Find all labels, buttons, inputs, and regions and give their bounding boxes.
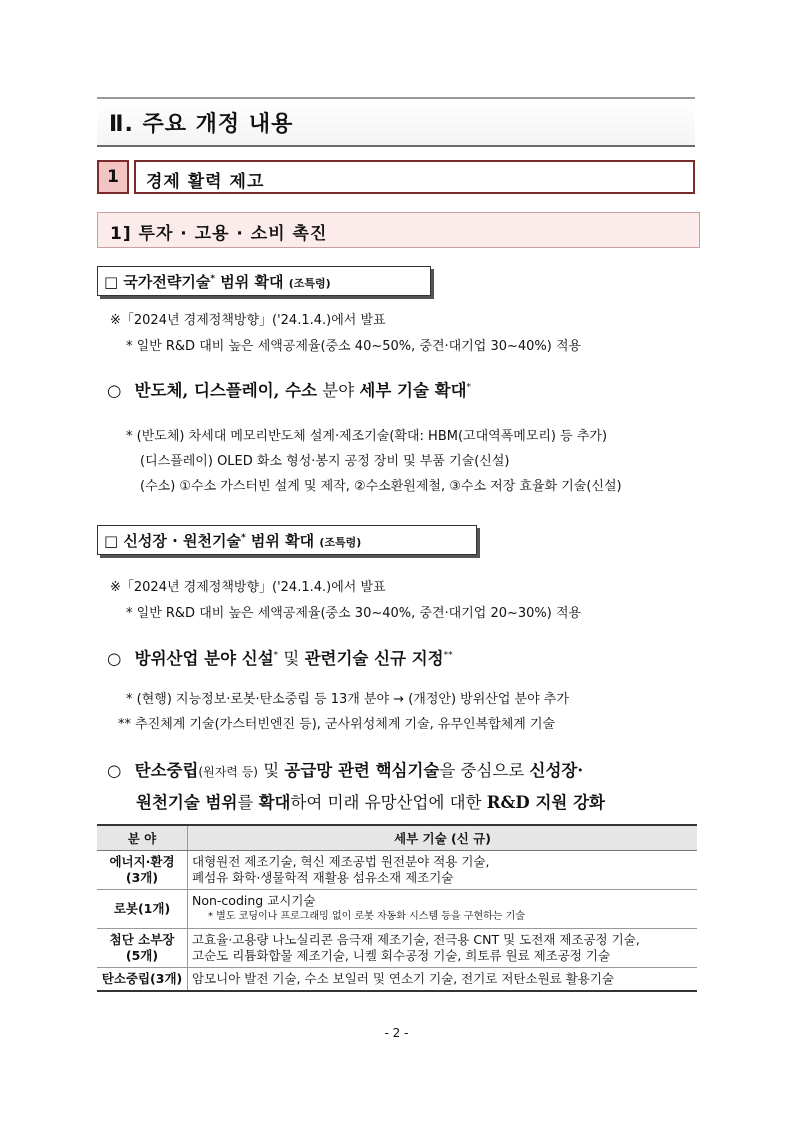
table-cell-detail (188, 890, 698, 929)
block2-bullet1-star2: ** (443, 650, 453, 661)
block1-heading-rest: 범위 확대 (215, 273, 289, 291)
subsection-title: 1] 투자 · 고용 · 소비 촉진 (110, 224, 328, 244)
block2-detail1: * (현행) 지능정보·로봇·탄소중립 등 13개 분야 → (개정안) 방위산업 분야 추가 (126, 692, 569, 707)
category-line2: (3개) (125, 870, 159, 885)
block2-heading-rest: 범위 확대 (245, 532, 320, 550)
chapter-header (97, 97, 695, 147)
table-row (97, 851, 697, 890)
table-header-row (97, 825, 697, 851)
table-cell-category (97, 890, 188, 929)
block1-heading-star: * (210, 274, 216, 284)
block2-heading (97, 525, 477, 555)
block2-bullet2-n4: 하여 미래 유망산업에 대한 (290, 793, 487, 812)
table-cell-category (97, 851, 188, 890)
block1-detail3: (수소) ①수소 가스터빈 설계 및 제작, ②수소환원제철, ③수소 저장 효율화 기술(신설) (140, 479, 622, 494)
category-line2: (5개) (125, 948, 159, 963)
block2-bullet1-star1: * (273, 650, 279, 661)
block2-bullet2-b1: 탄소중립 (134, 761, 199, 780)
page-number: - 2 - (384, 1026, 409, 1040)
table-cell-category (97, 968, 188, 992)
block2-bullet1-bold1: 방위산업 분야 신설 (134, 649, 274, 668)
block2-bullet2-b4: 원천기술 범위 (136, 793, 238, 812)
table-cell-detail (188, 968, 698, 992)
table-row (97, 929, 697, 968)
chapter-title: Ⅱ. 주요 개정 내용 (109, 112, 294, 137)
section-title-box (134, 160, 695, 194)
table-cell-detail (188, 851, 698, 890)
block1-detail2: (디스플레이) OLED 화소 형성·봉지 공정 장비 및 부품 기술(신설) (140, 454, 510, 469)
bullet-mark: ○ (107, 761, 122, 780)
block1-bullet-star: * (466, 382, 472, 393)
detail-footnote: * 별도 코딩이나 프로그래밍 없이 로봇 자동화 시스템 등을 구현하는 기술 (208, 911, 525, 922)
block2-bullet2-line1 (107, 757, 583, 781)
block2-bullet2-b5: 확대 (258, 793, 291, 812)
block2-bullet2-s1: (원자력 등) (198, 765, 258, 779)
table-header-category: 분 야 (97, 825, 188, 851)
detail-line2: 고순도 리튬화합물 제조기술, 니켈 회수공정 기술, 희토류 원료 제조공정 기술 (192, 948, 611, 963)
table-header-detail: 세부 기술 (신 규) (188, 825, 698, 851)
block2-bullet2-b3: 신성장· (529, 761, 584, 780)
block2-heading-star: * (240, 533, 246, 543)
block1-note1: ※「2024년 경제정책방향」('24.1.4.)에서 발표 (110, 313, 386, 328)
block1-heading (97, 266, 431, 296)
detail-line1: 고효율·고용량 나노실리콘 음극재 제조기술, 전극용 CNT 및 도전재 제조공정 기술, (192, 932, 640, 947)
block1-bullet-bold1: 반도체, 디스플레이, 수소 (134, 381, 318, 400)
tech-table (97, 824, 697, 992)
table-cell-category (97, 929, 188, 968)
section-title: 경제 활력 제고 (146, 172, 265, 192)
category-line1: 로봇(1개) (113, 901, 171, 916)
block2-bullet2-n2: 을 중심으로 (439, 761, 530, 780)
block2-heading-text: □ 신성장 · 원천기술 (104, 532, 241, 550)
bullet-mark: ○ (107, 381, 122, 400)
section-number: 1 (107, 167, 119, 187)
table-row (97, 968, 697, 992)
block1-heading-text: □ 국가전략기술 (104, 273, 211, 291)
table-cell-detail (188, 929, 698, 968)
detail-line1: 암모니아 발전 기술, 수소 보일러 및 연소기 기술, 전기로 저탄소원료 활용기술 (192, 971, 615, 986)
block2-bullet1-normal: 및 (278, 649, 305, 668)
detail-line2: 폐섬유 화학·생물학적 재활용 섬유소재 제조기술 (192, 870, 454, 885)
block2-note2: * 일반 R&D 대비 높은 세액공제율(중소 30~40%, 중견·대기업 20~30%) 적용 (126, 606, 582, 621)
section-number-box (97, 160, 129, 194)
block2-note1: ※「2024년 경제정책방향」('24.1.4.)에서 발표 (110, 580, 386, 595)
block2-heading-tag: (조특령) (319, 536, 362, 549)
block1-bullet-bold2: 세부 기술 확대 (359, 381, 467, 400)
detail-line1: 대형원전 제조기술, 혁신 제조공법 원전분야 적용 기술, (192, 854, 490, 869)
block1-detail1: * (반도체) 차세대 메모리반도체 설계·제조기술(확대: HBM(고대역폭메모리) 등 추가) (126, 429, 608, 444)
block2-bullet2-line2 (136, 789, 605, 813)
block1-bullet-normal: 분야 (317, 381, 360, 400)
block2-bullet2-n3: 를 (237, 793, 259, 812)
block2-bullet1 (107, 645, 453, 669)
block2-detail2: ** 추진체계 기술(가스터빈엔진 등), 군사위성체계 기술, 유무인복합체계 기술 (118, 717, 556, 732)
category-line1: 탄소중립(3개) (101, 971, 183, 986)
detail-line1: Non-coding 교시기술 (192, 893, 316, 908)
subsection-header (97, 212, 700, 248)
block2-bullet2-b6: R&D 지원 강화 (486, 793, 605, 812)
bullet-mark: ○ (107, 649, 122, 668)
category-line1: 에너지·환경 (109, 854, 175, 869)
block1-heading-tag: (조특령) (288, 277, 331, 290)
block1-bullet (107, 377, 471, 401)
block2-bullet2-n1: 및 (257, 761, 285, 780)
category-line1: 첨단 소부장 (109, 932, 175, 947)
block2-bullet2-b2: 공급망 관련 핵심기술 (284, 761, 440, 780)
block1-note2: * 일반 R&D 대비 높은 세액공제율(중소 40~50%, 중견·대기업 30~40%) 적용 (126, 339, 582, 354)
block2-bullet1-bold2: 관련기술 신규 지정 (304, 649, 444, 668)
table-row (97, 890, 697, 929)
